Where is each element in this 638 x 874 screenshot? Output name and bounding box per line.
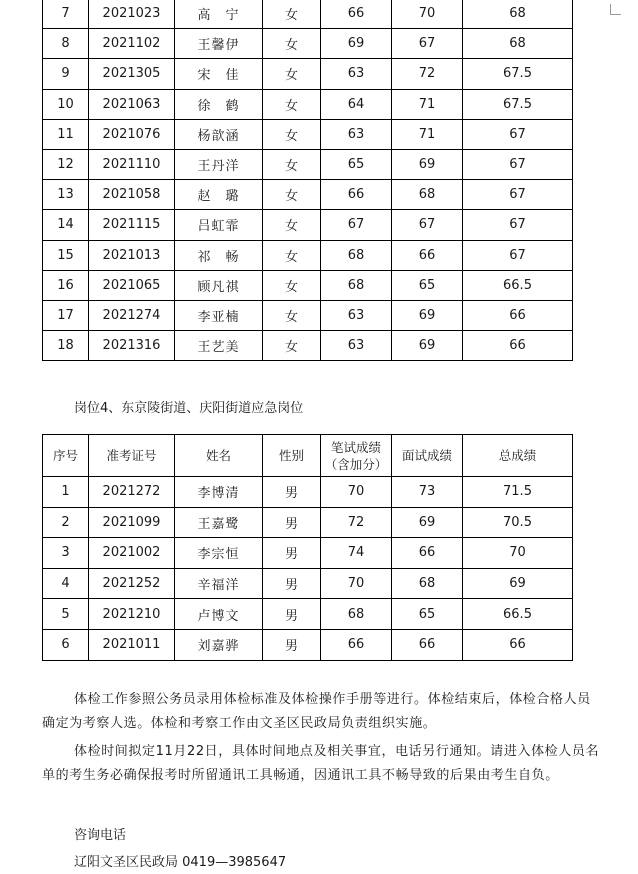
cell-total-score: 66 bbox=[463, 300, 573, 330]
contact-line: 辽阳文圣区民政局 0419—3985647 bbox=[74, 855, 287, 870]
cell-exam-id: 2021063 bbox=[89, 89, 175, 119]
header-interview-score: 面试成绩 bbox=[392, 435, 463, 477]
cell-seq: 16 bbox=[43, 270, 89, 300]
cell-interview-score: 73 bbox=[392, 477, 463, 508]
cell-interview-score: 69 bbox=[392, 507, 463, 538]
cell-interview-score: 65 bbox=[392, 599, 463, 630]
cell-exam-id: 2021011 bbox=[89, 629, 175, 660]
cell-total-score: 66.5 bbox=[463, 599, 573, 630]
table-row bbox=[43, 59, 573, 89]
cell-total-score: 67.5 bbox=[463, 59, 573, 89]
table-row bbox=[43, 599, 573, 630]
cell-written-score: 74 bbox=[321, 538, 392, 569]
cell-name: 刘嘉骅 bbox=[175, 629, 263, 660]
table-row bbox=[43, 149, 573, 179]
cell-written-score: 69 bbox=[321, 29, 392, 59]
cell-gender: 女 bbox=[263, 29, 321, 59]
cell-interview-score: 66 bbox=[392, 240, 463, 270]
cell-gender: 女 bbox=[263, 149, 321, 179]
cell-exam-id: 2021252 bbox=[89, 568, 175, 599]
header-gender: 性别 bbox=[263, 435, 321, 477]
cell-seq: 1 bbox=[43, 477, 89, 508]
cell-seq: 11 bbox=[43, 119, 89, 149]
cell-gender: 男 bbox=[263, 477, 321, 508]
cell-total-score: 67 bbox=[463, 210, 573, 240]
cell-name: 高 宁 bbox=[175, 0, 263, 29]
cell-total-score: 66.5 bbox=[463, 270, 573, 300]
cell-gender: 女 bbox=[263, 270, 321, 300]
cell-name: 祁 畅 bbox=[175, 240, 263, 270]
cell-gender: 女 bbox=[263, 89, 321, 119]
cell-gender: 女 bbox=[263, 300, 321, 330]
cell-name: 辛福洋 bbox=[175, 568, 263, 599]
cell-name: 顾凡祺 bbox=[175, 270, 263, 300]
cell-seq: 17 bbox=[43, 300, 89, 330]
cell-gender: 男 bbox=[263, 507, 321, 538]
header-written-line2: （含加分） bbox=[324, 456, 388, 472]
cell-gender: 女 bbox=[263, 180, 321, 210]
table-row bbox=[43, 89, 573, 119]
cell-total-score: 66 bbox=[463, 629, 573, 660]
cell-written-score: 66 bbox=[321, 180, 392, 210]
cell-total-score: 67 bbox=[463, 180, 573, 210]
cell-exam-id: 2021110 bbox=[89, 149, 175, 179]
cell-interview-score: 67 bbox=[392, 29, 463, 59]
cell-written-score: 68 bbox=[321, 270, 392, 300]
table-row bbox=[43, 507, 573, 538]
cell-total-score: 66 bbox=[463, 331, 573, 361]
header-seq: 序号 bbox=[43, 435, 89, 477]
cell-exam-id: 2021316 bbox=[89, 331, 175, 361]
cell-gender: 女 bbox=[263, 119, 321, 149]
cell-seq: 4 bbox=[43, 568, 89, 599]
table-row bbox=[43, 300, 573, 330]
cell-written-score: 63 bbox=[321, 300, 392, 330]
table-row bbox=[43, 240, 573, 270]
cell-name: 王艺美 bbox=[175, 331, 263, 361]
cell-exam-id: 2021023 bbox=[89, 0, 175, 29]
cell-interview-score: 66 bbox=[392, 629, 463, 660]
table-header-row bbox=[43, 435, 573, 477]
cell-name: 吕虹霏 bbox=[175, 210, 263, 240]
cell-written-score: 68 bbox=[321, 240, 392, 270]
cell-seq: 8 bbox=[43, 29, 89, 59]
cell-name: 李宗恒 bbox=[175, 538, 263, 569]
cell-interview-score: 66 bbox=[392, 538, 463, 569]
cell-exam-id: 2021099 bbox=[89, 507, 175, 538]
table-row bbox=[43, 568, 573, 599]
cell-total-score: 70.5 bbox=[463, 507, 573, 538]
cell-interview-score: 69 bbox=[392, 331, 463, 361]
cell-total-score: 70 bbox=[463, 538, 573, 569]
cell-seq: 14 bbox=[43, 210, 89, 240]
cell-total-score: 67.5 bbox=[463, 89, 573, 119]
candidate-table-continued bbox=[42, 0, 573, 361]
cell-seq: 5 bbox=[43, 599, 89, 630]
cell-gender: 女 bbox=[263, 331, 321, 361]
cell-written-score: 66 bbox=[321, 629, 392, 660]
cell-gender: 女 bbox=[263, 240, 321, 270]
table-row bbox=[43, 477, 573, 508]
cell-interview-score: 70 bbox=[392, 0, 463, 29]
cell-gender: 女 bbox=[263, 59, 321, 89]
cell-interview-score: 69 bbox=[392, 149, 463, 179]
cell-seq: 7 bbox=[43, 0, 89, 29]
cell-exam-id: 2021305 bbox=[89, 59, 175, 89]
header-exam-id: 准考证号 bbox=[89, 435, 175, 477]
cell-name: 王丹洋 bbox=[175, 149, 263, 179]
cell-interview-score: 68 bbox=[392, 568, 463, 599]
cell-name: 杨歆涵 bbox=[175, 119, 263, 149]
document-corner-mark bbox=[610, 4, 621, 15]
cell-written-score: 63 bbox=[321, 119, 392, 149]
contact-label: 咨询电话 bbox=[74, 828, 127, 843]
table-row bbox=[43, 331, 573, 361]
cell-interview-score: 68 bbox=[392, 180, 463, 210]
cell-total-score: 69 bbox=[463, 568, 573, 599]
cell-interview-score: 71 bbox=[392, 119, 463, 149]
cell-gender: 女 bbox=[263, 210, 321, 240]
paragraph-exam-time: 体检时间拟定11月22日，具体时间地点及相关事宜，电话另行通知。请进入体检人员名单的考生务必确保报考时所留通讯工具畅通，因通讯工具不畅导致的后果由考生自负。 bbox=[42, 744, 600, 783]
table-row bbox=[43, 29, 573, 59]
cell-exam-id: 2021058 bbox=[89, 180, 175, 210]
cell-written-score: 72 bbox=[321, 507, 392, 538]
table-row bbox=[43, 180, 573, 210]
cell-name: 王馨伊 bbox=[175, 29, 263, 59]
candidate-table-post4 bbox=[42, 434, 573, 661]
header-written-score bbox=[321, 435, 392, 477]
cell-exam-id: 2021065 bbox=[89, 270, 175, 300]
cell-written-score: 70 bbox=[321, 477, 392, 508]
cell-seq: 13 bbox=[43, 180, 89, 210]
cell-gender: 男 bbox=[263, 629, 321, 660]
cell-exam-id: 2021002 bbox=[89, 538, 175, 569]
table-row bbox=[43, 119, 573, 149]
cell-gender: 男 bbox=[263, 599, 321, 630]
cell-name: 李亚楠 bbox=[175, 300, 263, 330]
cell-seq: 15 bbox=[43, 240, 89, 270]
cell-gender: 男 bbox=[263, 538, 321, 569]
header-total-score: 总成绩 bbox=[463, 435, 573, 477]
cell-seq: 6 bbox=[43, 629, 89, 660]
cell-exam-id: 2021115 bbox=[89, 210, 175, 240]
cell-exam-id: 2021102 bbox=[89, 29, 175, 59]
cell-gender: 男 bbox=[263, 568, 321, 599]
cell-interview-score: 67 bbox=[392, 210, 463, 240]
cell-total-score: 67 bbox=[463, 240, 573, 270]
cell-written-score: 65 bbox=[321, 149, 392, 179]
header-written-line1: 笔试成绩 bbox=[330, 439, 381, 455]
cell-total-score: 68 bbox=[463, 29, 573, 59]
cell-interview-score: 71 bbox=[392, 89, 463, 119]
cell-seq: 12 bbox=[43, 149, 89, 179]
cell-gender: 女 bbox=[263, 0, 321, 29]
cell-name: 宋 佳 bbox=[175, 59, 263, 89]
cell-exam-id: 2021272 bbox=[89, 477, 175, 508]
cell-exam-id: 2021013 bbox=[89, 240, 175, 270]
cell-written-score: 63 bbox=[321, 331, 392, 361]
cell-name: 赵 璐 bbox=[175, 180, 263, 210]
table-row bbox=[43, 210, 573, 240]
cell-exam-id: 2021076 bbox=[89, 119, 175, 149]
cell-written-score: 64 bbox=[321, 89, 392, 119]
cell-name: 卢博文 bbox=[175, 599, 263, 630]
cell-total-score: 67 bbox=[463, 119, 573, 149]
cell-name: 王嘉鹭 bbox=[175, 507, 263, 538]
cell-seq: 9 bbox=[43, 59, 89, 89]
paragraph-exam-procedure: 体检工作参照公务员录用体检标准及体检操作手册等进行。体检结束后，体检合格人员确定为考察人选。体检和考察工作由文圣区民政局负责组织实施。 bbox=[42, 692, 591, 731]
table-row bbox=[43, 538, 573, 569]
cell-interview-score: 69 bbox=[392, 300, 463, 330]
table-row bbox=[43, 270, 573, 300]
header-name: 姓名 bbox=[175, 435, 263, 477]
cell-seq: 18 bbox=[43, 331, 89, 361]
cell-written-score: 67 bbox=[321, 210, 392, 240]
table-row bbox=[43, 629, 573, 660]
cell-total-score: 67 bbox=[463, 149, 573, 179]
cell-total-score: 68 bbox=[463, 0, 573, 29]
cell-interview-score: 72 bbox=[392, 59, 463, 89]
cell-exam-id: 2021274 bbox=[89, 300, 175, 330]
cell-written-score: 68 bbox=[321, 599, 392, 630]
cell-exam-id: 2021210 bbox=[89, 599, 175, 630]
cell-written-score: 66 bbox=[321, 0, 392, 29]
cell-total-score: 71.5 bbox=[463, 477, 573, 508]
cell-written-score: 70 bbox=[321, 568, 392, 599]
cell-name: 徐 鹤 bbox=[175, 89, 263, 119]
cell-interview-score: 65 bbox=[392, 270, 463, 300]
cell-written-score: 63 bbox=[321, 59, 392, 89]
cell-seq: 10 bbox=[43, 89, 89, 119]
section-title: 岗位4、东京陵街道、庆阳街道应急岗位 bbox=[74, 401, 304, 416]
cell-name: 李博清 bbox=[175, 477, 263, 508]
table-row bbox=[43, 0, 573, 29]
cell-seq: 2 bbox=[43, 507, 89, 538]
cell-seq: 3 bbox=[43, 538, 89, 569]
